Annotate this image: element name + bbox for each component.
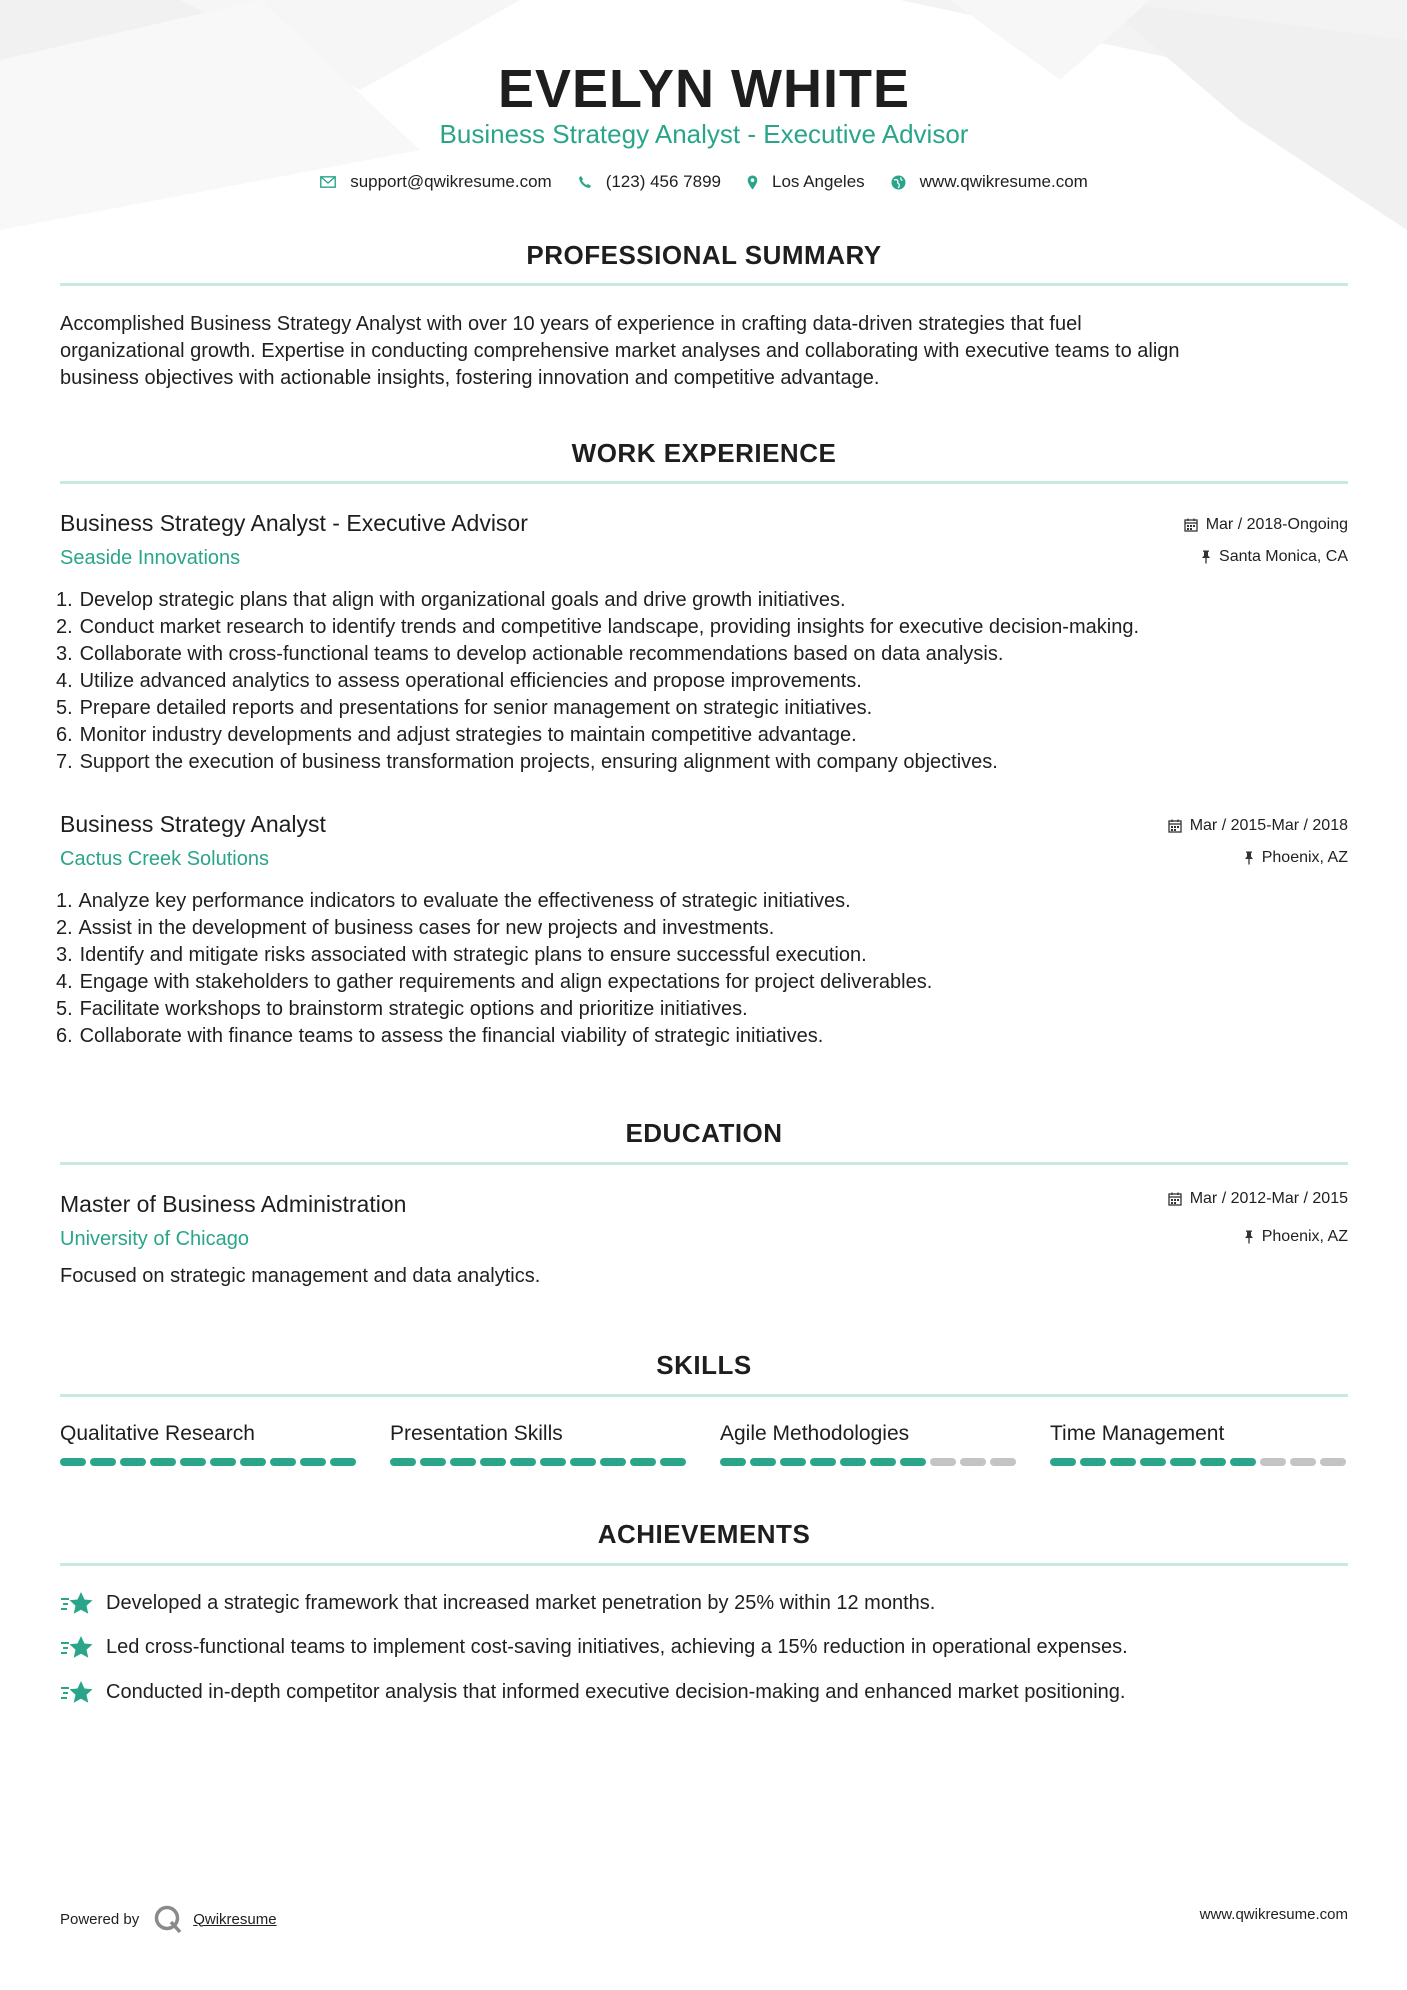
achievement-text: Conducted in-depth competitor analysis that informed executive decision-making and enhanced market positioning. — [106, 1680, 1126, 1703]
achievement-text: Led cross-functional teams to implement cost-saving initiatives, achieving a 15% reduction in operational expenses. — [106, 1635, 1128, 1658]
experience-divider — [60, 481, 1348, 484]
qwikresume-logo-icon — [153, 1904, 183, 1934]
job-dates — [1184, 516, 1348, 534]
contact-website[interactable] — [891, 172, 1088, 192]
summary-line: organizational growth. Expertise in conducting comprehensive market analyses and collaborating with executive teams to align — [60, 340, 1180, 362]
skill-segment-filled — [60, 1458, 86, 1466]
achievements-heading: ACHIEVEMENTS — [597, 1519, 811, 1549]
list-item: 6. Collaborate with finance teams to assess the financial viability of strategic initiatives. — [56, 1025, 824, 1047]
skills-heading: SKILLS — [656, 1350, 752, 1380]
skill-segment-filled — [450, 1458, 476, 1466]
achievement-item — [60, 1634, 1348, 1660]
skill-segment-filled — [750, 1458, 776, 1466]
skill-segment-filled — [90, 1458, 116, 1466]
skill-segment-filled — [1200, 1458, 1226, 1466]
contact-email-text: support@qwikresume.com — [350, 172, 552, 191]
summary-text — [60, 311, 1348, 392]
star-icon — [60, 1679, 94, 1705]
skill-segment-filled — [390, 1458, 416, 1466]
job-responsibilities — [56, 888, 1348, 1050]
calendar-icon — [1168, 1192, 1182, 1206]
list-item: 4. Utilize advanced analytics to assess operational efficiencies and propose improvements. — [56, 670, 862, 692]
job-company: Seaside Innovations — [60, 547, 241, 569]
summary-line: business objectives with actionable insights, fostering innovation and competitive advantage. — [60, 367, 880, 389]
skill-segment-empty — [1290, 1458, 1316, 1466]
skill-segment-filled — [480, 1458, 506, 1466]
achievement-item — [60, 1679, 1348, 1705]
job-title: Business Strategy Analyst — [60, 811, 326, 837]
skill-segment-empty — [930, 1458, 956, 1466]
education-dates — [1168, 1190, 1348, 1208]
skill-segment-filled — [540, 1458, 566, 1466]
skill-segment-filled — [240, 1458, 266, 1466]
skill-name: Qualitative Research — [60, 1422, 255, 1445]
map-pin-icon — [747, 175, 758, 190]
summary-line: Accomplished Business Strategy Analyst with over 10 years of experience in crafting data-driven strategies that fuel — [60, 313, 1082, 335]
experience-heading: WORK EXPERIENCE — [571, 438, 837, 468]
qwikresume-link[interactable]: Qwikresume — [193, 1910, 277, 1928]
contact-website-text: www.qwikresume.com — [919, 172, 1088, 191]
pushpin-icon — [1201, 550, 1211, 564]
globe-icon — [891, 175, 906, 190]
skill-segment-filled — [210, 1458, 236, 1466]
summary-divider — [60, 283, 1348, 286]
footer-website[interactable]: www.qwikresume.com — [1199, 1906, 1348, 1923]
skill-segment-filled — [510, 1458, 536, 1466]
skill-item — [60, 1422, 360, 1466]
skill-level-bar — [1050, 1458, 1350, 1466]
skills-divider — [60, 1394, 1348, 1397]
skill-segment-filled — [600, 1458, 626, 1466]
job-dates-text: Mar / 2015-Mar / 2018 — [1189, 817, 1348, 834]
skill-name: Presentation Skills — [390, 1422, 563, 1445]
contact-email[interactable] — [320, 172, 552, 192]
skill-segment-filled — [780, 1458, 806, 1466]
skill-segment-filled — [120, 1458, 146, 1466]
candidate-title: Business Strategy Analyst - Executive Advisor — [439, 119, 969, 149]
star-icon — [60, 1634, 94, 1660]
skill-segment-filled — [270, 1458, 296, 1466]
skill-segment-filled — [660, 1458, 686, 1466]
list-item: 5. Prepare detailed reports and presentations for senior management on strategic initiatives. — [56, 697, 873, 719]
skill-segment-filled — [900, 1458, 926, 1466]
education-dates-text: Mar / 2012-Mar / 2015 — [1189, 1190, 1348, 1207]
skill-level-bar — [60, 1458, 360, 1466]
skill-segment-filled — [1050, 1458, 1076, 1466]
contact-phone[interactable] — [578, 172, 721, 192]
skill-segment-filled — [870, 1458, 896, 1466]
list-item: 1. Analyze key performance indicators to evaluate the effectiveness of strategic initiatives. — [56, 890, 851, 912]
job-company: Cactus Creek Solutions — [60, 848, 269, 870]
skill-segment-filled — [810, 1458, 836, 1466]
star-icon — [60, 1590, 94, 1616]
skill-name: Agile Methodologies — [720, 1422, 910, 1445]
skill-segment-filled — [150, 1458, 176, 1466]
skill-segment-filled — [1230, 1458, 1256, 1466]
calendar-icon — [1168, 819, 1182, 833]
job-dates-text: Mar / 2018-Ongoing — [1205, 516, 1348, 533]
job-location-text: Phoenix, AZ — [1261, 849, 1348, 866]
skill-segment-empty — [960, 1458, 986, 1466]
school-name: University of Chicago — [60, 1228, 249, 1250]
skill-name: Time Management — [1050, 1422, 1225, 1445]
skill-item — [1050, 1422, 1350, 1466]
list-item: 2. Assist in the development of business cases for new projects and investments. — [56, 917, 775, 939]
list-item: 4. Engage with stakeholders to gather requirements and align expectations for project deliverables. — [56, 971, 933, 993]
phone-icon — [578, 175, 592, 189]
skill-item — [390, 1422, 690, 1466]
skill-segment-filled — [1170, 1458, 1196, 1466]
contact-phone-text: (123) 456 7899 — [605, 172, 722, 191]
pushpin-icon — [1244, 851, 1254, 865]
skill-segment-filled — [720, 1458, 746, 1466]
skill-segment-filled — [1140, 1458, 1166, 1466]
skill-segment-empty — [1260, 1458, 1286, 1466]
job-responsibilities — [56, 587, 1348, 776]
job-location-text: Santa Monica, CA — [1219, 548, 1348, 565]
skill-segment-filled — [180, 1458, 206, 1466]
education-location — [1244, 1228, 1348, 1246]
education-heading: EDUCATION — [625, 1118, 783, 1148]
powered-by-text: Powered by — [60, 1910, 140, 1928]
list-item: 5. Facilitate workshops to brainstorm strategic options and prioritize initiatives. — [56, 998, 748, 1020]
skill-segment-filled — [330, 1458, 356, 1466]
list-item: 3. Identify and mitigate risks associated with strategic plans to ensure successful execution. — [56, 944, 867, 966]
skill-level-bar — [390, 1458, 690, 1466]
list-item: 2. Conduct market research to identify trends and competitive landscape, providing insights for executive decision-making. — [56, 616, 1139, 638]
skill-segment-filled — [420, 1458, 446, 1466]
job-title: Business Strategy Analyst - Executive Advisor — [60, 510, 528, 536]
skill-segment-filled — [630, 1458, 656, 1466]
achievement-item — [60, 1590, 1348, 1616]
skill-item — [720, 1422, 1020, 1466]
skill-segment-filled — [840, 1458, 866, 1466]
skill-segment-empty — [990, 1458, 1016, 1466]
skill-level-bar — [720, 1458, 1020, 1466]
envelope-icon — [320, 176, 336, 188]
skill-segment-filled — [1110, 1458, 1136, 1466]
skill-segment-filled — [300, 1458, 326, 1466]
list-item: 3. Collaborate with cross-functional teams to develop actionable recommendations based on data analysis. — [56, 643, 1004, 665]
calendar-icon — [1184, 518, 1198, 532]
degree-title: Master of Business Administration — [60, 1191, 407, 1217]
education-location-text: Phoenix, AZ — [1261, 1228, 1348, 1245]
achievement-text: Developed a strategic framework that increased market penetration by 25% within 12 months. — [106, 1591, 936, 1614]
contact-location — [747, 172, 865, 192]
job-location — [1201, 548, 1348, 566]
summary-heading: PROFESSIONAL SUMMARY — [526, 240, 882, 270]
skill-segment-filled — [1080, 1458, 1106, 1466]
footer-powered-by — [60, 1904, 277, 1934]
skill-segment-empty — [1320, 1458, 1346, 1466]
pushpin-icon — [1244, 1230, 1254, 1244]
job-dates — [1168, 817, 1348, 835]
achievements-divider — [60, 1563, 1348, 1566]
job-location — [1244, 849, 1348, 867]
list-item: 1. Develop strategic plans that align with organizational goals and drive growth initiatives. — [56, 589, 846, 611]
list-item: 6. Monitor industry developments and adjust strategies to maintain competitive advantage. — [56, 724, 857, 746]
skill-segment-filled — [570, 1458, 596, 1466]
education-divider — [60, 1162, 1348, 1165]
list-item: 7. Support the execution of business transformation projects, ensuring alignment with company objectives. — [56, 751, 998, 773]
candidate-name: EVELYN WHITE — [497, 59, 911, 119]
contact-location-text: Los Angeles — [772, 172, 865, 191]
contact-bar — [60, 172, 1348, 192]
education-description: Focused on strategic management and data analytics. — [60, 1265, 541, 1287]
